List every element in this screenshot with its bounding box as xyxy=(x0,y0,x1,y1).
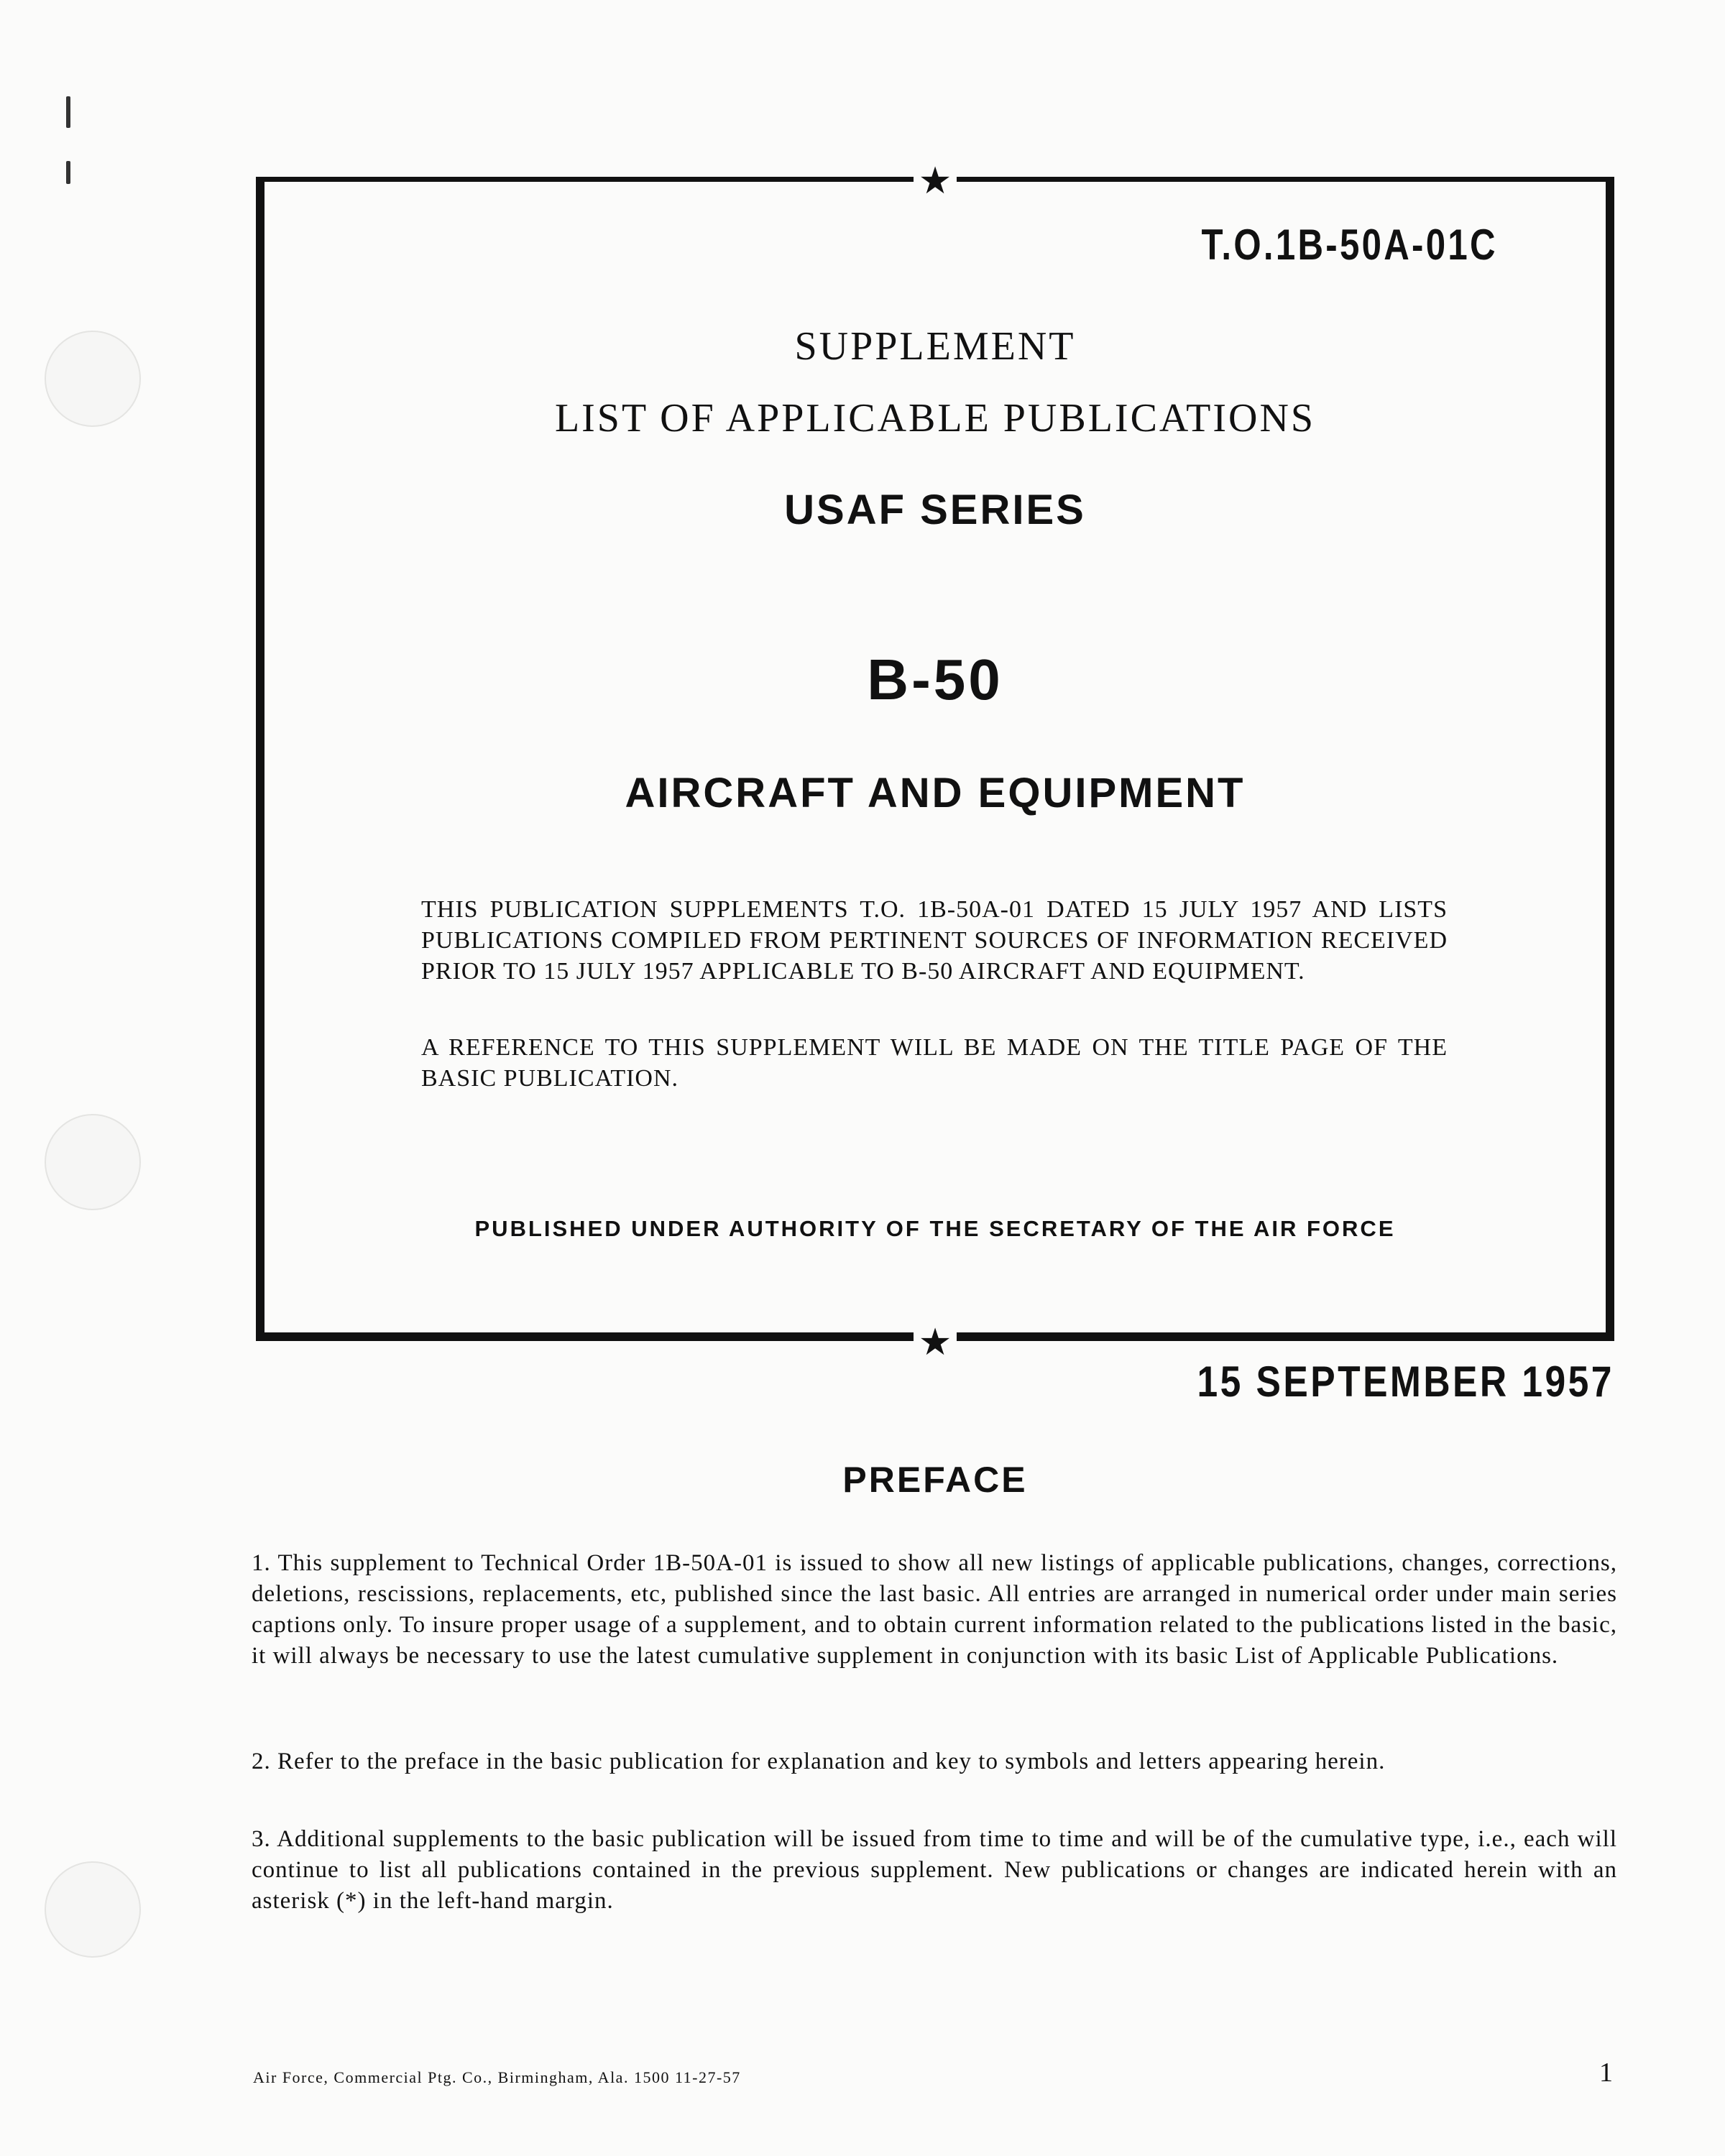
star-icon: ★ xyxy=(914,160,957,203)
supplement-title: SUPPLEMENT xyxy=(794,324,1076,369)
preface-paragraph: 2. Refer to the preface in the basic publication for explanation and key to symbols and letters appearing herein. xyxy=(252,1749,1386,1774)
preface-paragraph: 3. Additional supplements to the basic publication will be issued from time to time and will be of the cumulative type, i.e., each will continue to list all publications contained in the previous supplement. New publications or changes are indicated herein with an asterisk (*) in the left-hand margin. xyxy=(252,1826,1617,1914)
preface-paragraph: 1. This supplement to Technical Order 1B-50A-01 is issued to show all new listings of applicable publications, changes, corrections, deletions, rescissions, replacements, etc, published since the last basic. All entries are arranged in numerical order under main series captions only. To insure proper usage of a supplement, and to obtain current information related to the publications listed in the basic, it will always be necessary to use the latest cumulative supplement in conjunction with its basic List of Applicable Publications. xyxy=(252,1550,1617,1669)
reference-notice: A REFERENCE TO THIS SUPPLEMENT WILL BE MADE ON THE TITLE PAGE OF THE BASIC PUBLICATION. xyxy=(421,1034,1448,1092)
publication-date: 15 SEPTEMBER 1957 xyxy=(1197,1358,1614,1406)
authority-statement: PUBLISHED UNDER AUTHORITY OF THE SECRETARY OF THE AIR FORCE xyxy=(474,1216,1396,1241)
margin-mark xyxy=(66,161,70,184)
list-title: LIST OF APPLICABLE PUBLICATIONS xyxy=(554,396,1316,441)
category-title: AIRCRAFT AND EQUIPMENT xyxy=(625,770,1246,816)
punch-hole-top xyxy=(45,331,141,427)
technical-order-number: T.O.1B-50A-01C xyxy=(1201,221,1498,269)
printer-imprint: Air Force, Commercial Ptg. Co., Birmingham, Ala. 1500 11-27-57 xyxy=(253,2068,741,2086)
page-number: 1 xyxy=(1599,2058,1613,2088)
supplement-notice: THIS PUBLICATION SUPPLEMENTS T.O. 1B-50A-01 DATED 15 JULY 1957 AND LISTS PUBLICATIONS COMPILED FROM PERTINENT SOURCES OF INFORMATION RECEIVED PRIOR TO 15 JULY 1957 APPLICABLE TO B-50 AIRCRAFT AND EQUIPMENT. xyxy=(421,896,1448,985)
punch-hole-bottom xyxy=(45,1861,141,1958)
star-icon: ★ xyxy=(914,1321,957,1364)
punch-hole-middle xyxy=(45,1114,141,1210)
preface-heading: PREFACE xyxy=(842,1460,1028,1500)
margin-mark xyxy=(66,96,70,128)
aircraft-model: B-50 xyxy=(867,648,1003,711)
series-title: USAF SERIES xyxy=(784,487,1086,533)
